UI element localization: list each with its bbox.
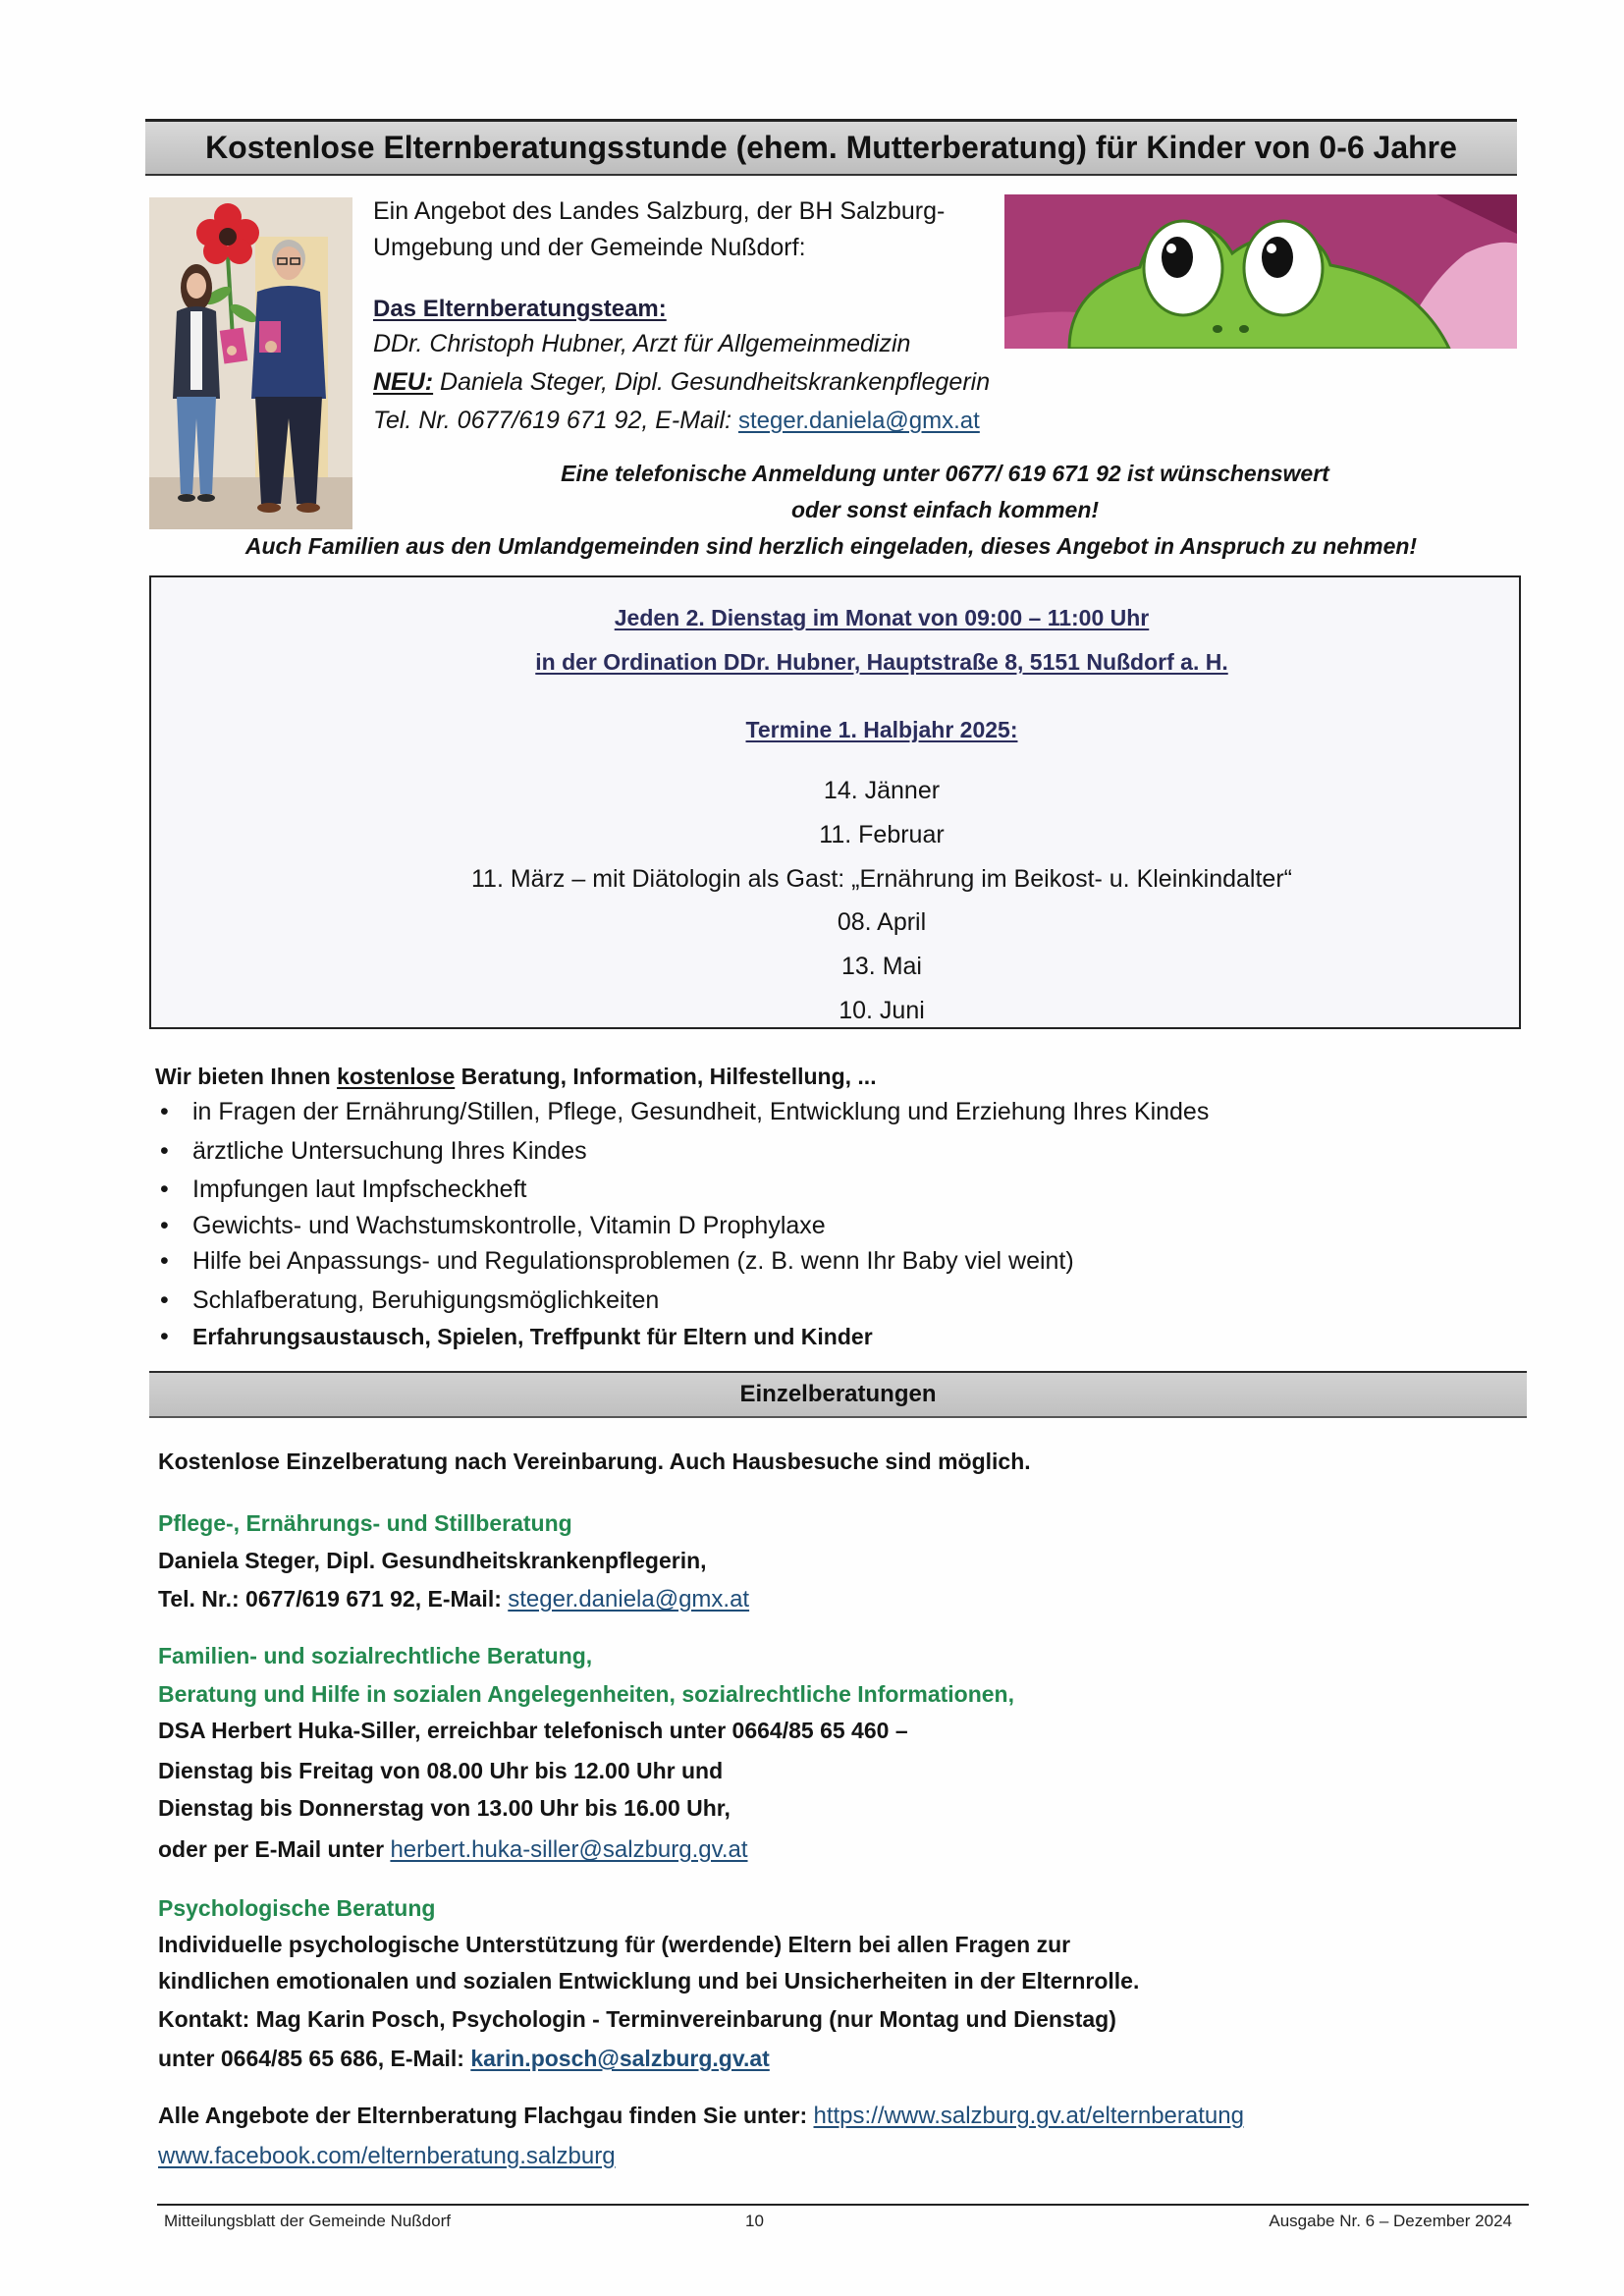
bullet-marker <box>160 1211 192 1240</box>
schedule-date: 13. Mai <box>841 953 922 980</box>
intro-contact-label: Tel. Nr. 0677/619 671 92, E-Mail: <box>373 407 738 434</box>
notice-line-3: Auch Familien aus den Umlandgemeinden sind herzlich eingeladen, dieses Angebot in Anspruch zu nehmen! <box>244 533 1418 559</box>
social-title-1: Familien- und sozialrechtliche Beratung, <box>158 1643 593 1668</box>
schedule-heading: Termine 1. Halbjahr 2025: <box>745 717 1018 742</box>
footer-publication: Mitteilungsblatt der Gemeinde Nußdorf <box>164 2212 451 2230</box>
psych-email-link[interactable]: karin.posch@salzburg.gv.at <box>470 2046 770 2071</box>
offer-item <box>160 1097 1209 1126</box>
footer-issue: Ausgabe Nr. 6 – Dezember 2024 <box>1269 2212 1512 2230</box>
offer-item <box>160 1175 526 1204</box>
bullet-marker <box>160 1322 192 1351</box>
doctor-line: DDr. Christoph Hubner, Arzt für Allgemeinmedizin <box>373 330 911 357</box>
individual-intro: Kostenlose Einzelberatung nach Vereinbarung. Auch Hausbesuche sind möglich. <box>158 1449 1031 1474</box>
nurse-line <box>373 367 990 397</box>
facebook-line <box>158 2143 616 2173</box>
care-name: Daniela Steger, Dipl. Gesundheitskrankenpflegerin, <box>158 1548 707 1573</box>
offer-item <box>160 1136 587 1166</box>
psych-line: Individuelle psychologische Unterstützung für (werdende) Eltern bei allen Fragen zur <box>158 1932 1071 1957</box>
offer-intro-end: Beratung, Information, Hilfestellung, ... <box>455 1064 877 1089</box>
offer-intro-free: kostenlose <box>337 1064 456 1089</box>
schedule-date: 11. März – mit Diätologin als Gast: „Ernährung im Beikost- u. Kleinkindalter“ <box>471 865 1292 893</box>
offer-item <box>160 1322 873 1351</box>
bullet-marker <box>160 1285 192 1315</box>
psych-line: kindlichen emotionalen und sozialen Entwicklung und bei Unsicherheiten in der Elternrolle. <box>158 1968 1140 1994</box>
offer-item-text: Impfungen laut Impfscheckheft <box>192 1175 527 1203</box>
section-bar-individual <box>149 1371 1527 1418</box>
website-link[interactable]: https://www.salzburg.gv.at/elternberatung <box>813 2103 1244 2129</box>
care-title: Pflege-, Ernährungs- und Stillberatung <box>158 1510 572 1536</box>
offer-item <box>160 1246 1074 1276</box>
bullet-marker <box>160 1175 192 1204</box>
schedule-when: Jeden 2. Dienstag im Monat von 09:00 – 11:00 Uhr <box>614 605 1150 630</box>
social-email-link[interactable]: herbert.huka-siller@salzburg.gv.at <box>390 1836 748 1863</box>
offer-item-text: Gewichts- und Wachstumskontrolle, Vitamin D Prophylaxe <box>192 1212 826 1239</box>
intro-line-1: Ein Angebot des Landes Salzburg, der BH Salzburg- <box>373 197 946 225</box>
social-line: Dienstag bis Freitag von 08.00 Uhr bis 12.00 Uhr und <box>158 1758 724 1783</box>
care-contact-label: Tel. Nr.: 0677/619 671 92, E-Mail: <box>158 1586 509 1612</box>
psych-line: Kontakt: Mag Karin Posch, Psychologin - Terminvereinbarung (nur Montag und Dienstag) <box>158 2006 1116 2032</box>
bullet-marker <box>160 1136 192 1166</box>
bullet-marker <box>160 1246 192 1276</box>
schedule-where: in der Ordination DDr. Hubner, Hauptstraße 8, 5151 Nußdorf a. H. <box>535 649 1228 675</box>
psych-title: Psychologische Beratung <box>158 1895 436 1921</box>
team-photo <box>149 197 352 529</box>
social-line: DSA Herbert Huka-Siller, erreichbar telefonisch unter 0664/85 65 460 – <box>158 1718 908 1743</box>
psych-contact-label: unter 0664/85 65 686, E-Mail: <box>158 2046 471 2071</box>
care-email-link[interactable]: steger.daniela@gmx.at <box>508 1586 750 1613</box>
intro-contact-line <box>373 406 980 436</box>
psych-contact <box>158 2045 770 2072</box>
intro-line-2: Umgebung und der Gemeinde Nußdorf: <box>373 234 806 261</box>
social-title-2: Beratung und Hilfe in sozialen Angelegenheiten, sozialrechtliche Informationen, <box>158 1681 1014 1707</box>
offer-item-text: Schlafberatung, Beruhigungsmöglichkeiten <box>192 1286 660 1314</box>
schedule-date: 08. April <box>837 908 927 936</box>
bullet-marker <box>160 1097 192 1126</box>
care-contact <box>158 1585 749 1613</box>
all-offers-label: Alle Angebote der Elternberatung Flachgau finden Sie unter: <box>158 2103 814 2128</box>
footer-page-number: 10 <box>745 2212 764 2230</box>
schedule-date: 14. Jänner <box>823 777 941 804</box>
page-title: Kostenlose Elternberatungsstunde (ehem. Mutterberatung) für Kinder von 0-6 Jahre <box>205 130 1457 165</box>
offer-item <box>160 1211 826 1240</box>
offer-item-text: Erfahrungsaustausch, Spielen, Treffpunkt für Eltern und Kinder <box>192 1324 873 1349</box>
offer-item <box>160 1285 659 1315</box>
team-heading: Das Elternberatungsteam: <box>373 296 667 322</box>
footer-divider <box>157 2204 1529 2206</box>
all-offers-line <box>158 2102 1244 2130</box>
title-bar <box>145 119 1517 176</box>
offer-item-text: ärztliche Untersuchung Ihres Kindes <box>192 1137 587 1165</box>
offer-intro <box>155 1063 877 1090</box>
social-email-label: oder per E-Mail unter <box>158 1836 391 1862</box>
offer-intro-start: Wir bieten Ihnen <box>155 1064 338 1089</box>
nurse-name: Daniela Steger, Dipl. Gesundheitskrankenpflegerin <box>433 368 991 396</box>
intro-email-link[interactable]: steger.daniela@gmx.at <box>737 408 980 434</box>
offer-item-text: Hilfe bei Anpassungs- und Regulationsproblemen (z. B. wenn Ihr Baby viel weint) <box>192 1247 1074 1275</box>
new-label: NEU: <box>373 368 434 396</box>
social-line: Dienstag bis Donnerstag von 13.00 Uhr bis 16.00 Uhr, <box>158 1795 731 1821</box>
schedule-date: 11. Februar <box>819 821 945 848</box>
frog-illustration <box>1004 194 1517 349</box>
section-title-individual: Einzelberatungen <box>739 1381 937 1407</box>
notice-line-2: oder sonst einfach kommen! <box>790 497 1100 522</box>
social-contact <box>158 1835 748 1864</box>
schedule-date: 10. Juni <box>839 997 925 1024</box>
notice-line-1: Eine telefonische Anmeldung unter 0677/ 619 671 92 ist wünschenswert <box>561 461 1329 486</box>
offer-item-text: in Fragen der Ernährung/Stillen, Pflege, Gesundheit, Entwicklung und Erziehung Ihres Kindes <box>192 1098 1210 1125</box>
facebook-link[interactable]: www.facebook.com/elternberatung.salzburg <box>158 2143 616 2169</box>
